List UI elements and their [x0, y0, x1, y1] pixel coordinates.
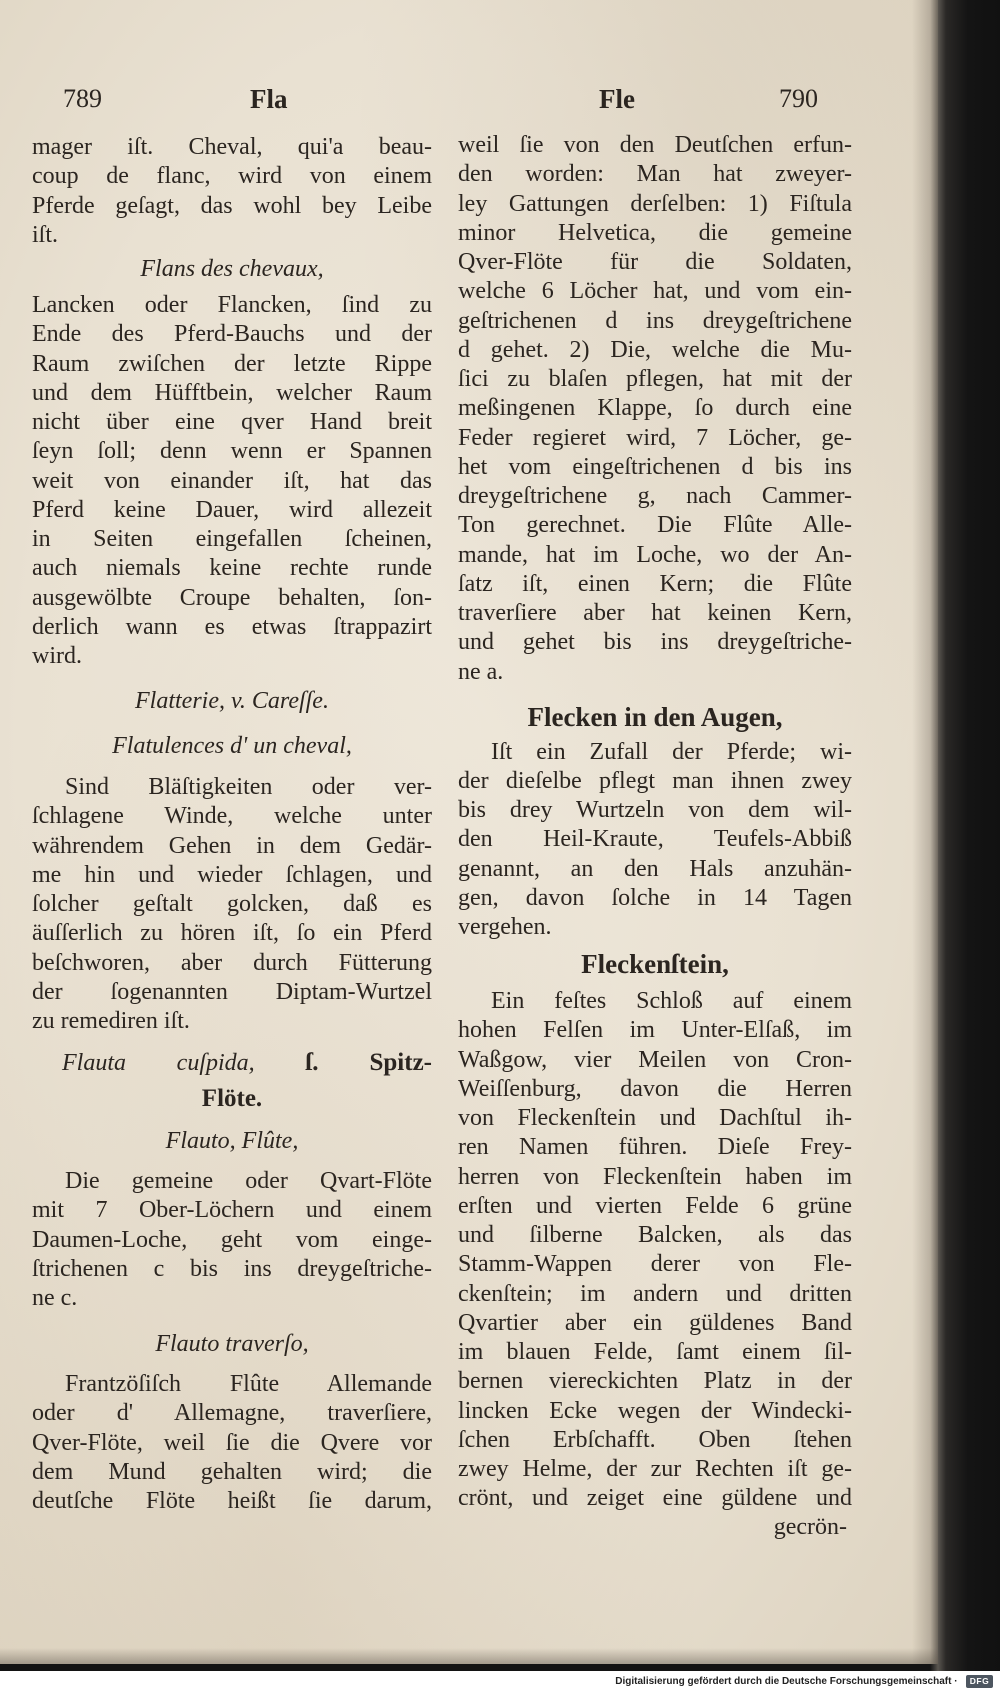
entry-heading-flatulences: Flatulences d' un cheval,	[112, 733, 352, 759]
left-column-number: 789	[63, 84, 102, 113]
dfg-logo-icon: DFG	[966, 1675, 993, 1688]
text-line: zwey Helme, der zur Rechten iſt ge-	[458, 1456, 852, 1482]
text-line: vergehen.	[458, 914, 552, 940]
text-line: deutſche Flöte heißt ſie darum,	[32, 1488, 432, 1514]
text-line: derlich wann es etwas ſtrappazirt	[32, 613, 432, 640]
text-line: zu remediren iſt.	[32, 1008, 190, 1034]
text-line: im blauen Felde, ſamt einem ſil-	[458, 1339, 852, 1365]
text-line: von Fleckenſtein und Dachſtul ih-	[458, 1105, 852, 1131]
text-line: Pferd keine Dauer, wird allezeit	[32, 496, 432, 523]
text-line: Stamm-Wappen derer von Fle-	[458, 1251, 852, 1278]
text-line: erſten und vierten Felde 6 grüne	[458, 1192, 852, 1219]
entry-heading-flecken-in-den-augen: Flecken in den Augen,	[527, 701, 783, 732]
text-line: Daumen-Loche, geht vom einge-	[32, 1226, 432, 1253]
left-running-head: Fla	[250, 84, 288, 114]
text-line: Qver-Flöte für die Soldaten,	[458, 249, 852, 275]
text-line: Ton gerechnet. Die Flûte Alle-	[458, 512, 852, 539]
text-line: und dem Hüfftbein, welcher Raum	[32, 379, 432, 406]
text-line: herren von Fleckenſtein haben im	[458, 1163, 852, 1190]
catchword: gecrön-	[773, 1514, 847, 1540]
entry-heading-flauto-traverso: Flauto traverſo,	[155, 1331, 309, 1357]
text-line: gen, davon ſolche in 14 Tagen	[458, 884, 852, 911]
text-line: mager iſt. Cheval, qui'a beau-	[32, 134, 432, 160]
text-line: ſatz iſt, einen Kern; die Flûte	[458, 570, 852, 597]
text-line: ſchlagene Winde, welche unter	[32, 803, 432, 830]
text-line: me hin und wieder ſchlagen, und	[32, 861, 432, 888]
text-line: het vom eingeſtrichenen d bis ins	[458, 453, 852, 480]
text-line: wird.	[32, 643, 82, 669]
text-line: ne a.	[458, 658, 504, 685]
text-line: ſici zu blaſen pflegen, hat mit der	[458, 366, 852, 392]
right-column	[458, 0, 852, 1600]
entry-heading-flatterie: Flatterie, v. Careſſe.	[135, 688, 329, 714]
text-line: ckenſtein; im andern und dritten	[458, 1280, 852, 1307]
entry-heading-flans-des-chevaux: Flans des chevaux,	[140, 256, 324, 282]
text-line: Feder regieret wird, 7 Löcher, ge-	[458, 424, 852, 451]
entry-body-flatulences	[32, 773, 432, 1036]
cross-reference: ſ. Spitz-	[305, 1049, 432, 1076]
digitization-footer	[0, 1671, 1000, 1692]
heading-line	[32, 1045, 432, 1081]
text-line: mande, hat im Loche, wo der An-	[458, 541, 852, 568]
text-line: nicht über eine qver Hand breit	[32, 409, 432, 435]
text-line: Qver-Flöte, weil ſie die Qvere vor	[32, 1429, 432, 1456]
text-line: ley Gattungen derſelben: 1) Fiſtula	[458, 190, 852, 217]
text-line: meßingenen Klappe, ſo durch eine	[458, 395, 852, 422]
right-column-number: 790	[779, 84, 818, 113]
text-line: d gehet. 2) Die, welche die Mu-	[458, 336, 852, 363]
text-line: den worden: Man hat zweyer-	[458, 161, 852, 188]
text-line: ſtrichenen c bis ins dreygeſtriche-	[32, 1255, 432, 1282]
text-line: geſtrichenen d ins dreygeſtrichene	[458, 307, 852, 334]
text-line: Ende des Pferd-Bauchs und der	[32, 321, 432, 348]
funding-credit: Digitalisierung gefördert durch die Deutsche Forschungsgemeinschaft ·	[615, 1676, 958, 1687]
text-line: der ſogenannten Diptam-Wurtzel	[32, 978, 432, 1005]
entry-body-flauto	[32, 1167, 432, 1313]
text-line: lincken Ecke wegen der Windecki-	[458, 1397, 852, 1424]
text-line: crönt, und zeiget eine güldene und	[458, 1485, 852, 1512]
text-line: Sind Bläſtigkeiten oder ver-	[65, 774, 432, 800]
text-line: Weiſſenburg, davon die Herren	[458, 1075, 852, 1102]
entry-body-flans-des-chevaux	[32, 291, 432, 671]
entry-continuation-flauto-traverso	[458, 131, 852, 687]
text-line: bis drey Wurtzeln von dem wil-	[458, 797, 852, 823]
text-line: und ſilberne Balcken, als das	[458, 1222, 852, 1248]
text-line: Waßgow, vier Meilen von Cron-	[458, 1046, 852, 1073]
text-line: welche 6 Löcher hat, und vom ein-	[458, 278, 852, 305]
text-line: ſeyn ſoll; denn wenn er Spannen	[32, 438, 432, 465]
text-line: äuſſerlich zu hören iſt, ſo ein Pferd	[32, 920, 432, 947]
text-line: beſchworen, aber durch Fütterung	[32, 949, 432, 976]
text-line: in Seiten eingefallen ſcheinen,	[32, 526, 432, 552]
entry-body-fleckenstein	[458, 987, 852, 1514]
text-line: und gehet bis ins dreygeſtriche-	[458, 629, 852, 656]
text-line: iſt.	[32, 221, 59, 248]
text-line: Frantzöſiſch Flûte Allemande	[65, 1371, 432, 1397]
page-edge-shadow	[912, 0, 938, 1664]
text-line: Lancken oder Flancken, ſind zu	[32, 292, 432, 318]
text-line: der dieſelbe pflegt man ihnen zwey	[458, 767, 852, 794]
entry-continuation	[32, 133, 432, 250]
text-line: Pferde geſagt, das wohl bey Leibe	[32, 192, 432, 219]
text-line: traverſiere aber hat keinen Kern,	[458, 600, 852, 626]
entry-heading-fleckenstein: Fleckenſtein,	[581, 948, 729, 979]
text-line: mit 7 Ober-Löchern und einem	[32, 1197, 432, 1224]
entry-body-flecken-in-den-augen	[458, 738, 852, 943]
text-line: dem Mund gehalten wird; die	[32, 1458, 432, 1485]
text-line: Die gemeine oder Qvart-Flöte	[65, 1168, 432, 1194]
text-line: dreygeſtrichene g, nach Cammer-	[458, 483, 852, 509]
text-line: oder d' Allemagne, traverſiere,	[32, 1400, 432, 1427]
text-line: ſolcher geſtalt golcken, daß es	[32, 891, 432, 917]
text-line: minor Helvetica, die gemeine	[458, 219, 852, 246]
text-line: Raum zwiſchen der letzte Rippe	[32, 350, 432, 377]
text-line: ren Namen führen. Dieſe Frey-	[458, 1134, 852, 1161]
text-line: genannt, an den Hals anzuhän-	[458, 855, 852, 882]
entry-body-flauto-traverso	[32, 1370, 432, 1516]
text-line: Qvartier aber ein güldenes Band	[458, 1309, 852, 1336]
text-line: ne c.	[32, 1285, 78, 1311]
entry-heading-flauta-cuspida	[32, 1045, 432, 1116]
text-line: währendem Gehen in dem Gedär-	[32, 832, 432, 859]
text-line: ausgewölbte Croupe behalten, ſon-	[32, 584, 432, 611]
latin-term: Flauta cuſpida,	[62, 1050, 255, 1076]
text-line: den Heil-Kraute, Teufels-Abbiß	[458, 826, 852, 853]
text-line: bernen viereckichten Platz in der	[458, 1368, 852, 1395]
text-line: weil ſie von den Deutſchen erfun-	[458, 132, 852, 158]
cross-reference-continuation: Flöte.	[201, 1084, 263, 1112]
right-running-head: Fle	[599, 84, 635, 114]
text-line: weit von einander iſt, hat das	[32, 467, 432, 494]
text-line: ſchen Erbſchafft. Oben ſtehen	[458, 1426, 852, 1453]
text-line: auch niemals keine rechte runde	[32, 555, 432, 582]
entry-heading-flauto: Flauto, Flûte,	[165, 1128, 299, 1154]
text-line: Ein feſtes Schloß auf einem	[491, 988, 852, 1014]
text-line: hohen Felſen im Unter-Elſaß, im	[458, 1017, 852, 1044]
page-bottom-shadow	[0, 1648, 938, 1664]
text-line: Iſt ein Zufall der Pferde; wi-	[491, 738, 852, 765]
left-column	[32, 0, 432, 1600]
text-line: coup de flanc, wird von einem	[32, 163, 432, 190]
